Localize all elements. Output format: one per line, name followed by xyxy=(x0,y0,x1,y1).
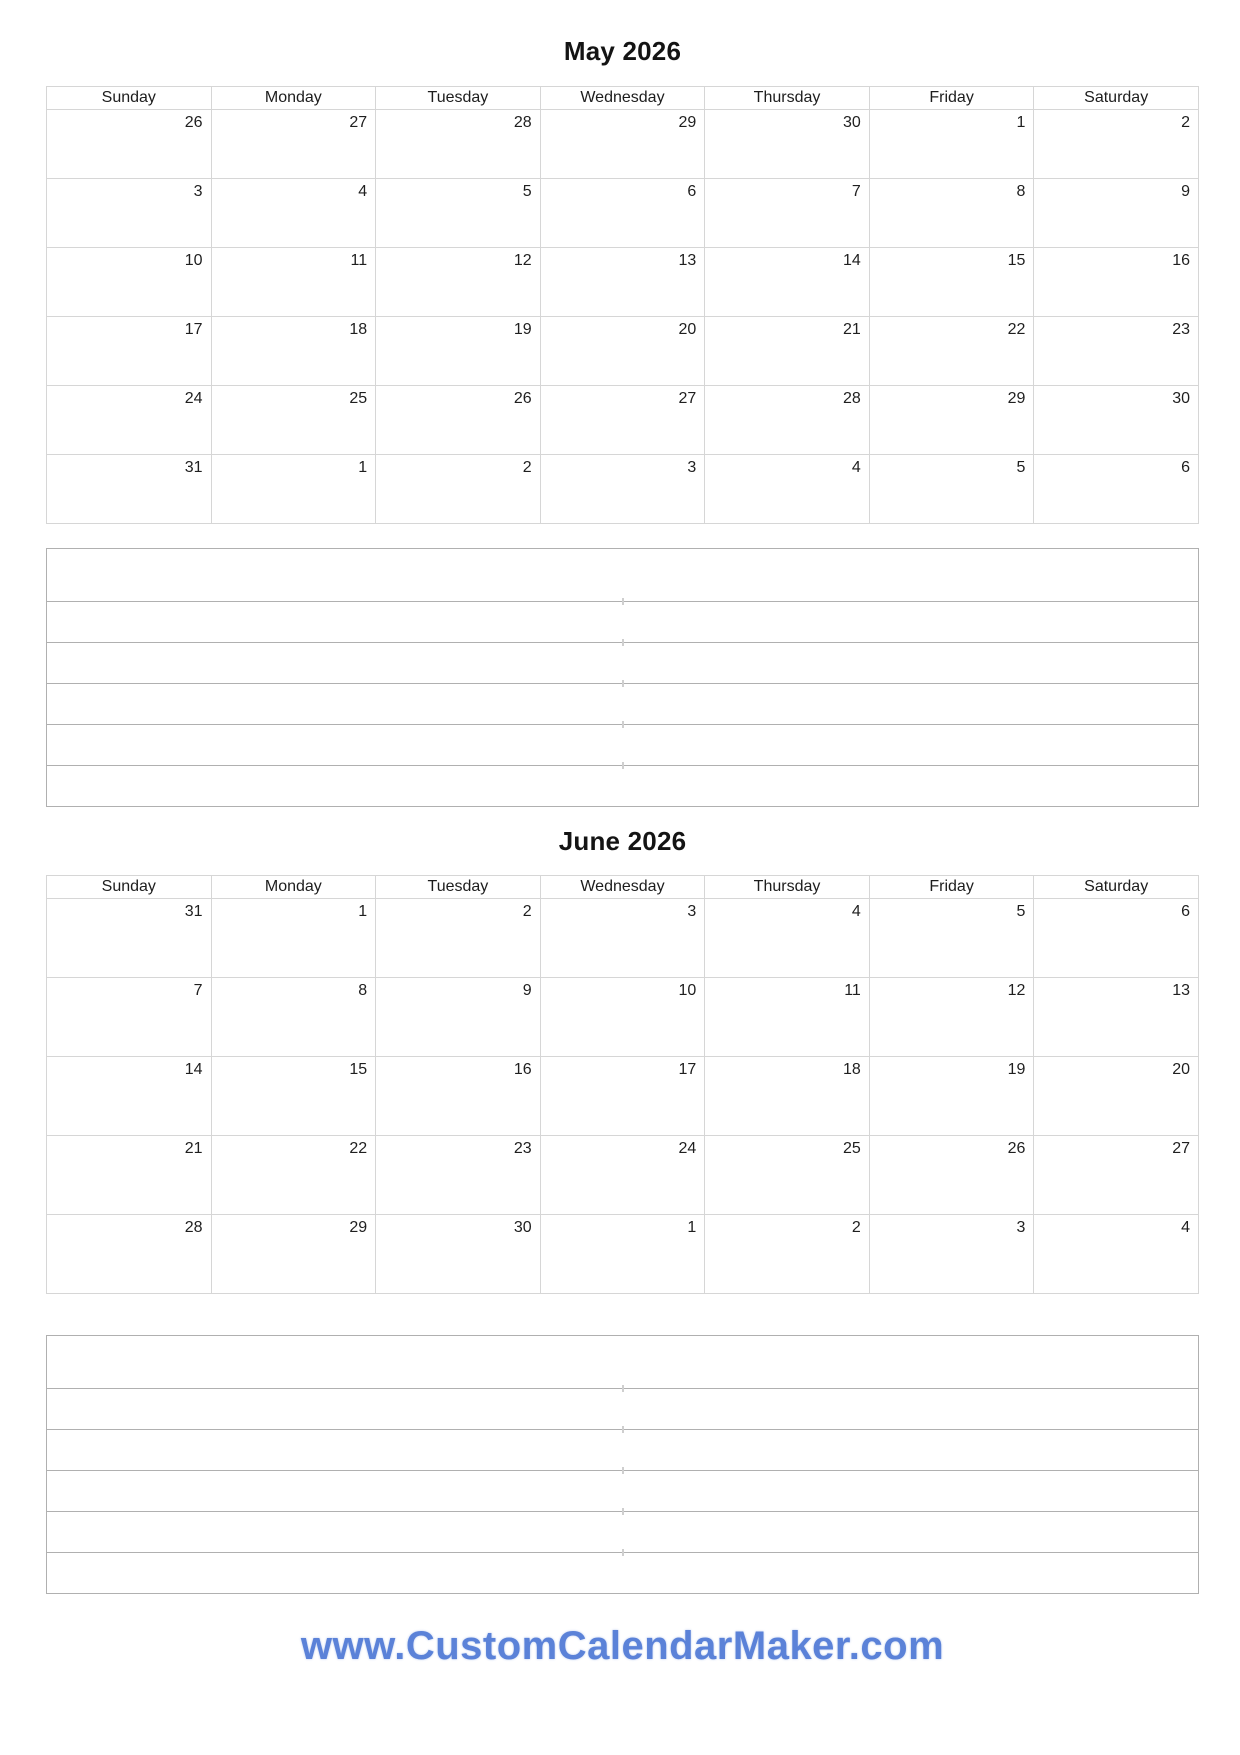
day-header-sunday: Sunday xyxy=(47,87,212,110)
day-cell: 20 xyxy=(540,317,705,386)
calendar-table-june xyxy=(46,875,1199,1294)
day-cell: 27 xyxy=(540,386,705,455)
day-cell: 16 xyxy=(1034,248,1199,317)
day-header-wednesday: Wednesday xyxy=(540,87,705,110)
day-cell: 30 xyxy=(376,1215,541,1294)
day-cell-outside-month: 3 xyxy=(869,1215,1034,1294)
week-row xyxy=(47,386,1199,455)
day-cell: 29 xyxy=(211,1215,376,1294)
day-cell: 9 xyxy=(376,978,541,1057)
day-cell: 5 xyxy=(869,899,1034,978)
day-cell: 1 xyxy=(211,899,376,978)
notes-line xyxy=(47,549,1198,602)
day-header-monday: Monday xyxy=(211,876,376,899)
day-cell-outside-month: 5 xyxy=(869,455,1034,524)
calendar-page xyxy=(46,0,1199,1669)
day-header-monday: Monday xyxy=(211,87,376,110)
day-cell: 14 xyxy=(47,1057,212,1136)
day-cell: 13 xyxy=(1034,978,1199,1057)
day-cell-outside-month: 28 xyxy=(376,110,541,179)
day-cell: 23 xyxy=(1034,317,1199,386)
week-row xyxy=(47,1215,1199,1294)
day-cell: 1 xyxy=(869,110,1034,179)
day-cell: 23 xyxy=(376,1136,541,1215)
day-cell: 30 xyxy=(1034,386,1199,455)
day-cell: 16 xyxy=(376,1057,541,1136)
week-row xyxy=(47,899,1199,978)
day-cell-outside-month: 27 xyxy=(211,110,376,179)
day-cell: 18 xyxy=(211,317,376,386)
day-cell: 4 xyxy=(211,179,376,248)
day-cell-outside-month: 31 xyxy=(47,899,212,978)
notes-line xyxy=(47,643,1198,684)
day-cell: 17 xyxy=(540,1057,705,1136)
day-cell: 29 xyxy=(869,386,1034,455)
day-cell: 13 xyxy=(540,248,705,317)
week-row xyxy=(47,110,1199,179)
day-cell-outside-month: 3 xyxy=(540,455,705,524)
day-header-row xyxy=(47,87,1199,110)
notes-line xyxy=(47,1336,1198,1389)
day-cell-outside-month: 1 xyxy=(540,1215,705,1294)
month-title-june: June 2026 xyxy=(558,826,687,856)
notes-section-june xyxy=(46,1335,1199,1594)
day-header-wednesday: Wednesday xyxy=(540,876,705,899)
notes-line xyxy=(47,1512,1198,1553)
day-cell: 11 xyxy=(211,248,376,317)
day-cell: 28 xyxy=(47,1215,212,1294)
day-cell: 9 xyxy=(1034,179,1199,248)
day-cell-outside-month: 2 xyxy=(705,1215,870,1294)
notes-line xyxy=(47,1430,1198,1471)
day-cell: 7 xyxy=(47,978,212,1057)
day-cell: 6 xyxy=(540,179,705,248)
notes-line xyxy=(47,725,1198,766)
day-cell: 21 xyxy=(705,317,870,386)
day-cell-outside-month: 4 xyxy=(705,455,870,524)
week-row xyxy=(47,1057,1199,1136)
day-cell: 26 xyxy=(376,386,541,455)
watermark-site-url[interactable]: www.CustomCalendarMaker.com xyxy=(300,1624,945,1668)
day-cell: 14 xyxy=(705,248,870,317)
day-cell: 4 xyxy=(705,899,870,978)
week-row xyxy=(47,179,1199,248)
day-cell-outside-month: 30 xyxy=(705,110,870,179)
day-cell: 22 xyxy=(211,1136,376,1215)
notes-line xyxy=(47,1389,1198,1430)
month-title-may: May 2026 xyxy=(563,36,682,66)
day-cell: 3 xyxy=(47,179,212,248)
day-cell: 17 xyxy=(47,317,212,386)
day-header-saturday: Saturday xyxy=(1034,87,1199,110)
day-cell: 12 xyxy=(376,248,541,317)
day-cell: 2 xyxy=(376,899,541,978)
day-cell: 27 xyxy=(1034,1136,1199,1215)
week-row xyxy=(47,978,1199,1057)
day-header-row xyxy=(47,876,1199,899)
day-header-saturday: Saturday xyxy=(1034,876,1199,899)
day-cell-outside-month: 6 xyxy=(1034,455,1199,524)
week-row xyxy=(47,455,1199,524)
day-cell: 15 xyxy=(869,248,1034,317)
notes-line xyxy=(47,684,1198,725)
day-cell: 6 xyxy=(1034,899,1199,978)
notes-line xyxy=(47,602,1198,643)
day-cell: 24 xyxy=(540,1136,705,1215)
day-cell: 7 xyxy=(705,179,870,248)
day-header-tuesday: Tuesday xyxy=(376,87,541,110)
day-cell: 2 xyxy=(1034,110,1199,179)
day-cell: 15 xyxy=(211,1057,376,1136)
day-cell-outside-month: 4 xyxy=(1034,1215,1199,1294)
day-header-thursday: Thursday xyxy=(705,876,870,899)
day-cell: 31 xyxy=(47,455,212,524)
day-cell: 8 xyxy=(211,978,376,1057)
week-row xyxy=(47,317,1199,386)
notes-section-may xyxy=(46,548,1199,807)
day-cell: 8 xyxy=(869,179,1034,248)
day-cell: 25 xyxy=(705,1136,870,1215)
day-cell: 12 xyxy=(869,978,1034,1057)
day-cell-outside-month: 1 xyxy=(211,455,376,524)
day-cell-outside-month: 29 xyxy=(540,110,705,179)
day-cell: 26 xyxy=(869,1136,1034,1215)
day-cell: 3 xyxy=(540,899,705,978)
day-cell: 19 xyxy=(376,317,541,386)
day-cell: 20 xyxy=(1034,1057,1199,1136)
calendar-table-may xyxy=(46,86,1199,524)
day-cell-outside-month: 2 xyxy=(376,455,541,524)
day-cell: 24 xyxy=(47,386,212,455)
notes-line xyxy=(47,1553,1198,1593)
day-header-tuesday: Tuesday xyxy=(376,876,541,899)
notes-line xyxy=(47,766,1198,806)
day-cell: 18 xyxy=(705,1057,870,1136)
day-header-friday: Friday xyxy=(869,876,1034,899)
day-cell: 28 xyxy=(705,386,870,455)
day-cell: 11 xyxy=(705,978,870,1057)
week-row xyxy=(47,248,1199,317)
day-cell: 10 xyxy=(47,248,212,317)
day-cell: 25 xyxy=(211,386,376,455)
day-cell: 21 xyxy=(47,1136,212,1215)
day-cell: 10 xyxy=(540,978,705,1057)
day-cell: 5 xyxy=(376,179,541,248)
day-header-friday: Friday xyxy=(869,87,1034,110)
week-row xyxy=(47,1136,1199,1215)
day-cell: 19 xyxy=(869,1057,1034,1136)
day-header-thursday: Thursday xyxy=(705,87,870,110)
notes-line xyxy=(47,1471,1198,1512)
day-cell-outside-month: 26 xyxy=(47,110,212,179)
day-header-sunday: Sunday xyxy=(47,876,212,899)
day-cell: 22 xyxy=(869,317,1034,386)
